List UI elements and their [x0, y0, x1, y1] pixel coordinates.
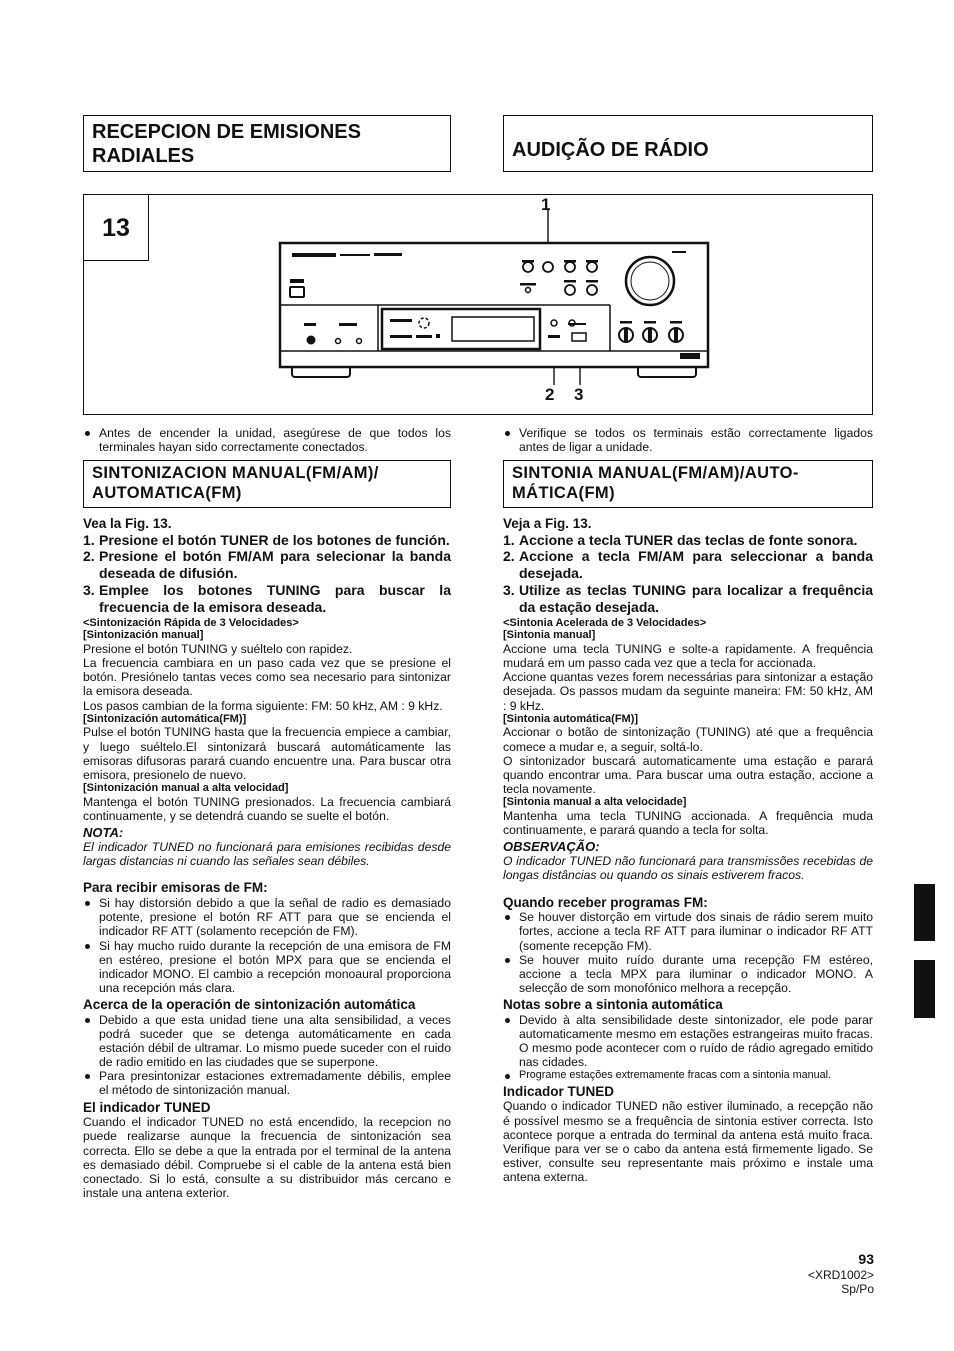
figure-13: [83, 194, 873, 415]
figure-reference: Vea la Fig. 13.: [83, 515, 172, 531]
auto-title: [Sintonia automática(FM)]: [503, 712, 639, 725]
auto-title: [Sintonización automática(FM)]: [83, 712, 247, 725]
section-title: SINTONIA MANUAL(FM/AM)/AUTO-MÁTICA(FM): [503, 460, 873, 508]
step-2: [83, 548, 451, 582]
auto-op-title: Acerca de la operación de sintonización automática: [83, 997, 416, 1013]
step-number: 2.: [83, 548, 95, 565]
auto-op-title: Notas sobre a sintonia automática: [503, 997, 723, 1013]
step-3: [503, 582, 873, 616]
intro-note: Verifique se todos os terminais estão correctamente ligados antes de ligar a unidade.: [503, 426, 873, 454]
section-title: SINTONIZACION MANUAL(FM/AM)/ AUTOMATICA(FM): [83, 460, 451, 508]
step-text: Presione el botón TUNER de los botones de función.: [99, 531, 450, 548]
manual-text-1: Presione el botón TUNING y suéltelo con rapidez.: [83, 642, 353, 657]
fast-text: Mantenga el botón TUNING presionados. La frecuencia cambiará continuamente, y se detendrá cuando se suelte el botón.: [83, 794, 451, 823]
step-number: 2.: [503, 548, 515, 565]
page-number: 93: [858, 1251, 874, 1267]
fm-bullet: Se houver distorção em virtude dos sinais de rádio serem muito fortes, accione a tecla RF ATT para iluminar o indicador RF ATT (somente recepção FM).: [503, 910, 873, 952]
auto-text-2: O sintonizador buscará automaticamente uma estação e parará quando encontrar uma. Para buscar uma outra estação, accione a tecla novamente.: [503, 753, 873, 797]
callout-2: 2: [545, 385, 555, 404]
edge-tab-marker: [914, 960, 935, 1018]
step-number: 3.: [503, 581, 515, 598]
tuned-title: Indicador TUNED: [503, 1083, 615, 1099]
callout-1: 1: [541, 195, 551, 214]
tuned-text: Cuando el indicador TUNED no está encendido, la recepcion no puede realizarse aunque la frecuencia de sintonización sea correcta. Ello se debe a que la entrada por el terminal de la antena es demasiado débil. Compruebe si el cable de la antena está bien conectado. Si lo está, consulte a su distribuidor más cercano e instale una antena exterior.: [83, 1115, 451, 1200]
step-number: 3.: [83, 581, 95, 598]
fast-title: [Sintonia manual a alta velocidade]: [503, 796, 687, 809]
section-header-pt: [503, 115, 873, 172]
step-text: Accione a tecla FM/AM para seleccionar a banda desejada.: [519, 548, 873, 582]
auto-op-bullet: Programe estações extremamente fracas com a sintonia manual.: [503, 1069, 873, 1082]
fm-bullet: Si hay mucho ruido durante la recepción de una emisora de FM en estéreo, presione el botón MPX para que se encienda el indicador MONO. El cambio a recepción monoaural proporciona una recepción más clara.: [83, 939, 451, 996]
fm-bullet: Se houver muito ruído durante uma recepção FM estéreo, accione a tecla MPX para iluminar o indicador MONO. A selecção de som monofónico melhora a recepção.: [503, 953, 873, 995]
callout-3: 3: [574, 385, 584, 404]
fast-title: [Sintonización manual a alta velocidad]: [83, 782, 289, 795]
column-spanish: [83, 426, 451, 1200]
section-header-es-text: RECEPCION DE EMISIONES RADIALES: [92, 121, 361, 167]
receiver-illustration: [84, 195, 874, 416]
step-1: [83, 532, 451, 549]
intro-note: Antes de encender la unidad, asegúrese de que todos los terminales hayan sido correctamente conectados.: [83, 426, 451, 454]
language-code: Sp/Po: [841, 1281, 874, 1296]
step-number: 1.: [83, 531, 95, 548]
step-number: 1.: [503, 531, 515, 548]
fm-bullet: Si hay distorsión debido a que la señal de radio es demasiado potente, presione el botón RF ATT para que se encienda el indicador RF ATT (solamento recepción de FM).: [83, 896, 451, 938]
note-text: O indicador TUNED não funcionará para transmissões recebidas de longas distâncias ou quando os sinais estiverem fracos.: [503, 854, 873, 883]
speed-title: <Sintonia Acelerada de 3 Velocidades>: [503, 616, 707, 629]
figure-number: 13: [83, 194, 149, 261]
manual-text-1: Accione uma tecla TUNING e solte-a rapidamente. A frequência mudará em um passo cada vez que a tecla for accionada.: [503, 642, 873, 671]
note-title: NOTA:: [83, 825, 124, 841]
auto-op-bullet: Devido à alta sensibilidade deste sintonizador, ele pode parar automaticamente mesmo em estações estrangeiras muito fracas. O mesmo pode acontecer com o ruído de rádio agregado emitido nas cidades.: [503, 1013, 873, 1070]
step-2: [503, 548, 873, 582]
figure-reference: Veja a Fig. 13.: [503, 515, 592, 531]
auto-op-bullet: Debido a que esta unidad tiene una alta sensibilidad, a veces podrá suceder que se detenga automáticamente en cada estación débil de ultramar. Lo mismo puede suceder con el ruido de radio emitido en las ciudades que se superpone.: [83, 1013, 451, 1070]
auto-op-bullet: Para presintonizar estaciones extremadamente débilis, emplee el método de sintonización manual.: [83, 1069, 451, 1097]
auto-text-1: Accionar o botão de sintonização (TUNING) até que a frequência comece a mudar e, a seguir, soltá-lo.: [503, 725, 873, 754]
manual-text-2: Accione quantas vezes forem necessárias para sintonizar a estação desejada. Os passos mudam da seguinte maneira: FM: 50 kHz, AM : 9 kHz.: [503, 670, 873, 713]
note-title: OBSERVAÇÃO:: [503, 839, 600, 855]
section-header-es: [83, 115, 451, 172]
page-footer: [808, 1251, 874, 1296]
section-header-pt-text: AUDIÇÃO DE RÁDIO: [512, 139, 709, 161]
step-text: Emplee los botones TUNING para buscar la frecuencia de la emisora deseada.: [99, 581, 451, 615]
step-text: Presione el botón FM/AM para selecionar la banda deseada de difusión.: [99, 548, 451, 582]
column-portuguese: [503, 426, 873, 1184]
manual-title: [Sintonización manual]: [83, 629, 204, 642]
manual-text-3: Los pasos cambian de la forma siguiente: FM: 50 kHz, AM : 9 kHz.: [83, 698, 443, 713]
manual-text-2: La frecuencia cambiara en un paso cada vez que se presione el botón. Presiónelo tantas veces como sea necesario para sintonizar la emisora deseada.: [83, 656, 451, 699]
edge-tab-marker: [914, 884, 935, 941]
step-text: Utilize as teclas TUNING para localizar a frequência da estação desejada.: [519, 581, 873, 615]
note-text: El indicador TUNED no funcionará para emisiones recibidas desde largas distancias ni cuando las señales sean débiles.: [83, 840, 451, 869]
step-text: Accione a tecla TUNER das teclas de fonte sonora.: [519, 531, 858, 548]
model-code: <XRD1002>: [807, 1267, 874, 1282]
fast-text: Mantenha uma tecla TUNING accionada. A frequência muda continuamente, e parará quando a tecla for solta.: [503, 808, 873, 838]
fm-title: Quando receber programas FM:: [503, 894, 708, 910]
speed-title: <Sintonización Rápida de 3 Velocidades>: [83, 616, 299, 629]
tuned-text: Quando o indicador TUNED não estiver iluminado, a recepção não é possível mesmo se a frequência de sintonia estiver correcta. Isto acontece porque a entrada do terminal da antena está muito fraca. Verifique para ver se o cabo da antena está firmemente ligado. Se estiver, consulte seu representante mais próximo e instale uma antena externa.: [503, 1099, 873, 1185]
auto-text: Pulse el botón TUNING hasta que la frecuencia empiece a cambiar, y luego suéltelo.El sintonizará buscará automáticamente las emisoras difusoras parará cuando encuentre una. Para buscar otra emisora, presionelo de nuevo.: [83, 725, 451, 782]
fm-title: Para recibir emisoras de FM:: [83, 880, 268, 896]
step-1: [503, 532, 873, 549]
tuned-title: El indicador TUNED: [83, 1099, 211, 1115]
step-3: [83, 582, 451, 616]
manual-title: [Sintonia manual]: [503, 629, 596, 642]
